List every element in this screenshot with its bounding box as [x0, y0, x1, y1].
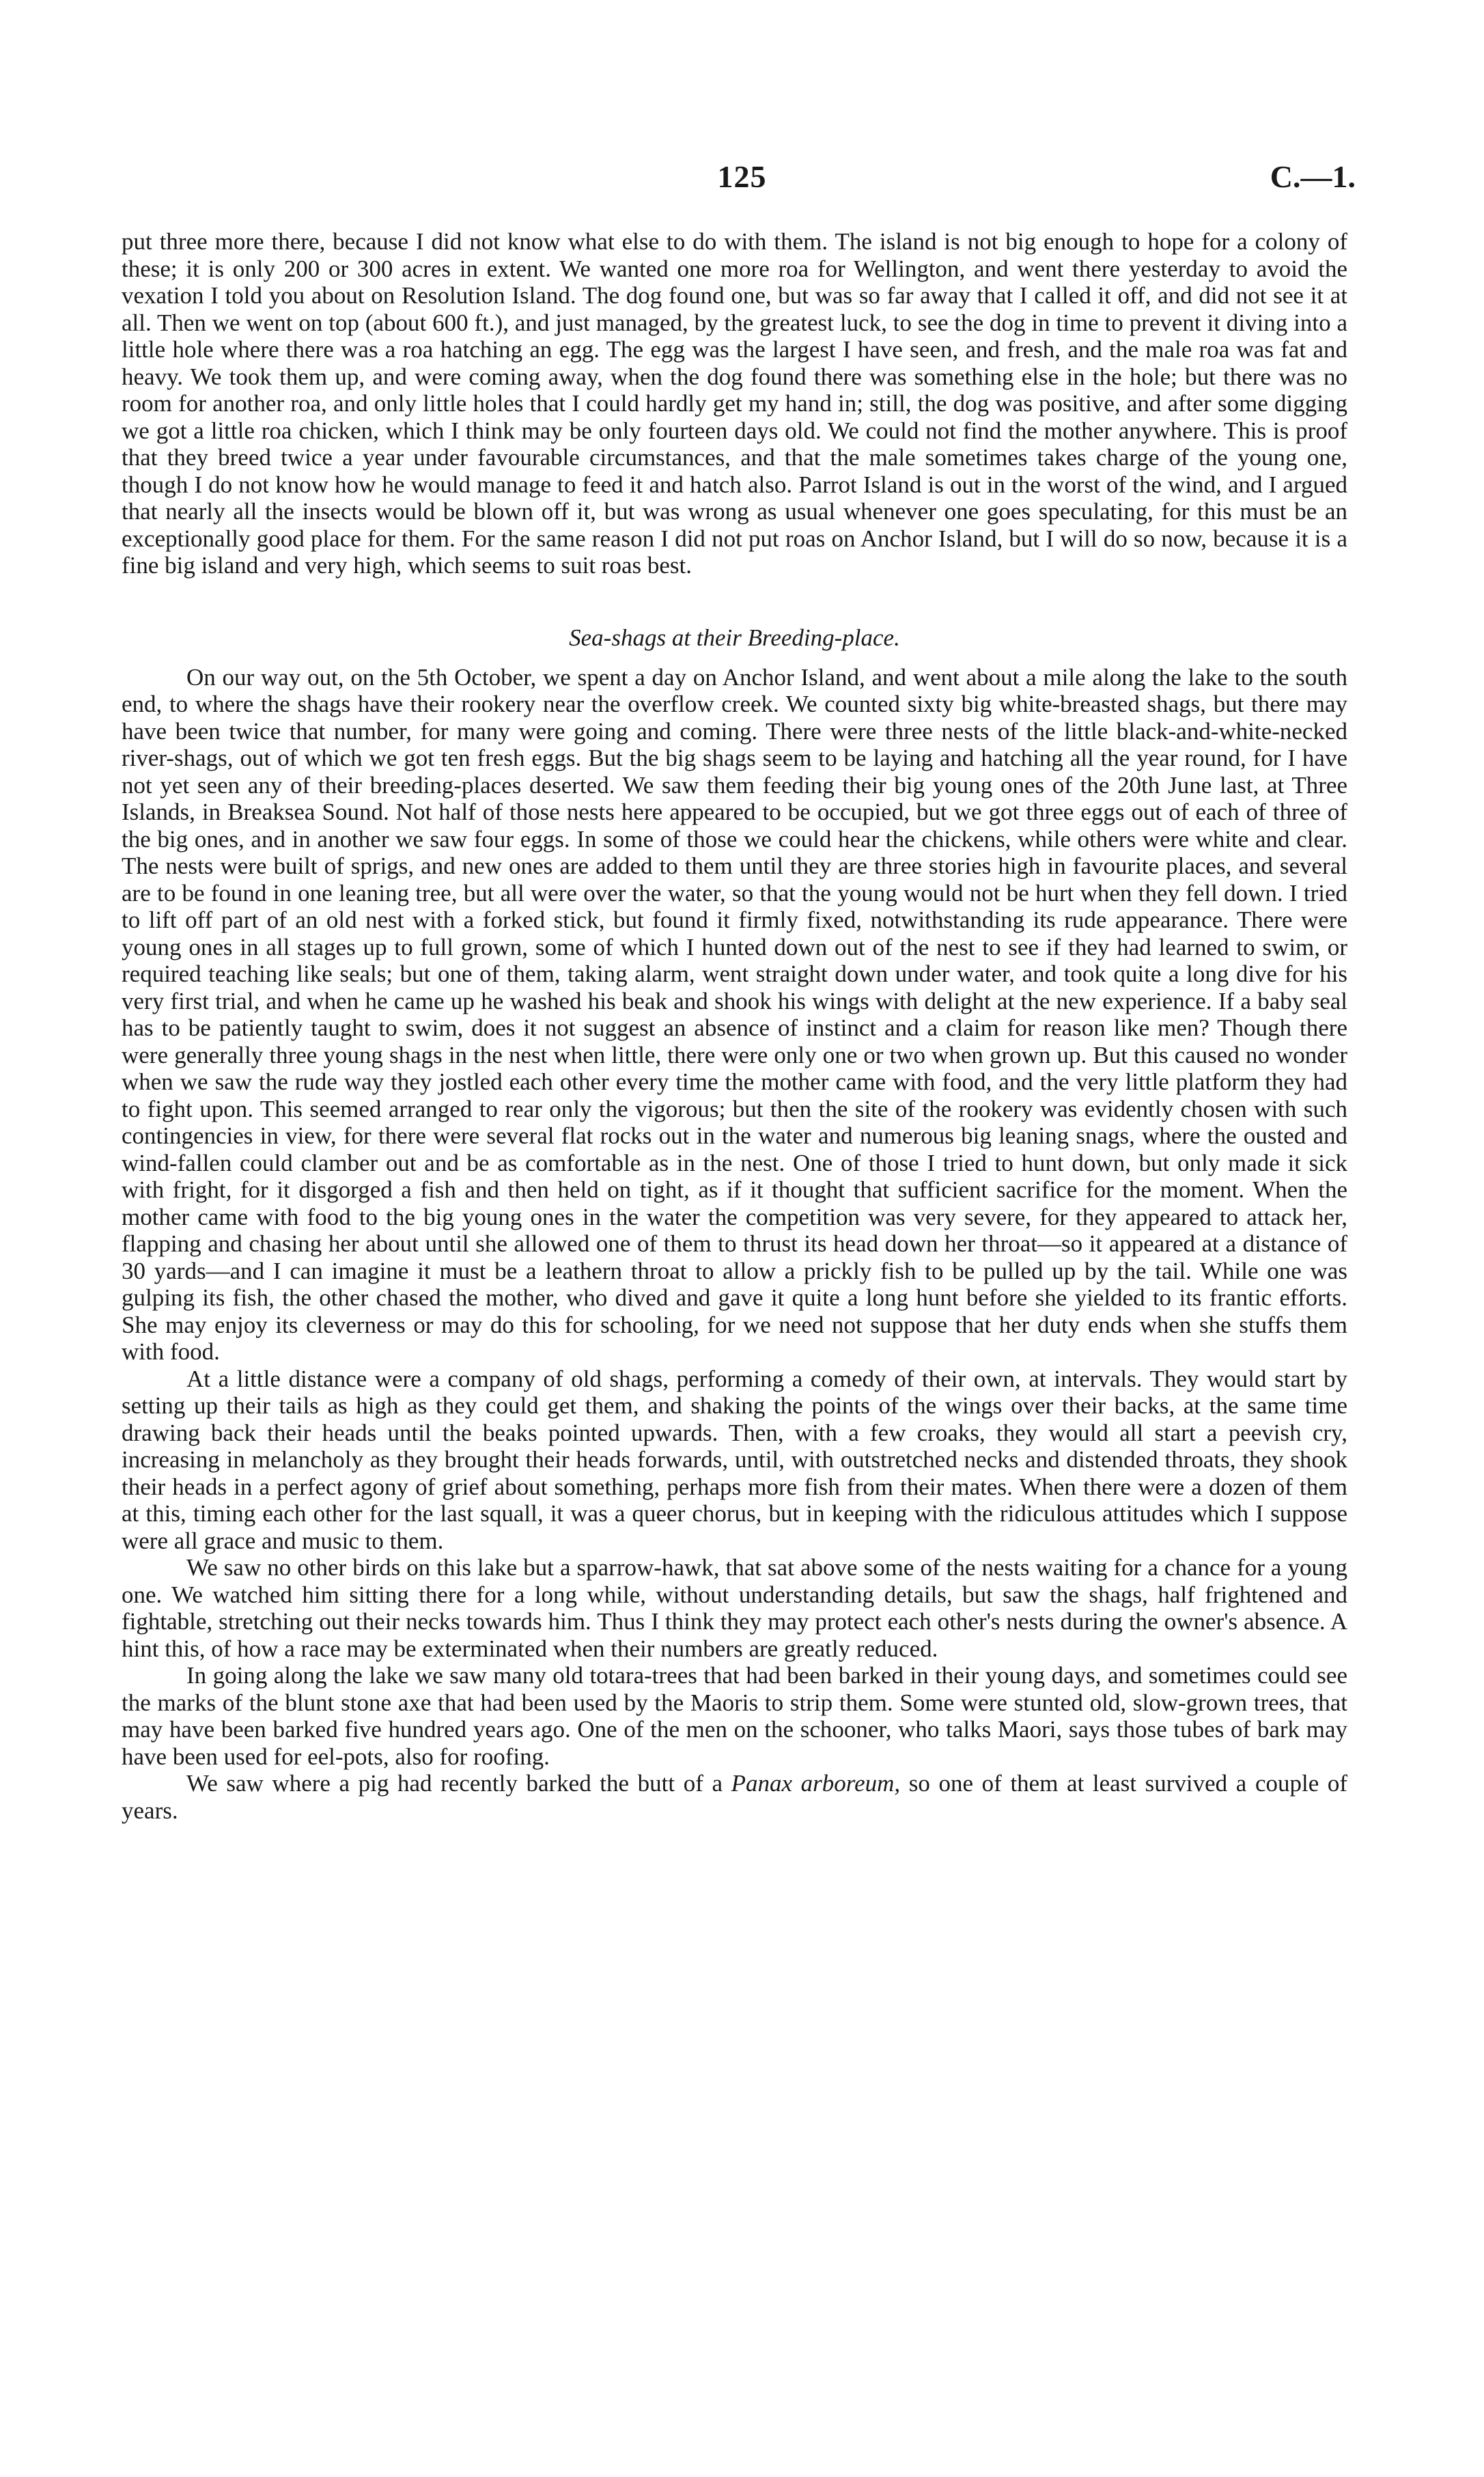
intro-paragraph: put three more there, because I did not know what else to do with them. The island is not big enough to hope for a colony of these; it is only 200 or 300 acres in extent. We wanted one more roa for Wellington, and went there yesterday to avoid the vexation I told you about on Resolution Island. The dog found one, but was so far away that I called it off, and did not see it at all. Then we went on top (about 600 ft.), and just managed, by the greatest luck, to see the dog in time to prevent it diving into a little hole where there was a roa hatching an egg. The egg was the largest I have seen, and fresh, and the male roa was fat and heavy. We took them up, and were coming away, when the dog found there was something else in the hole; but there was no room for another roa, and only little holes that I could hardly get my hand in; still, the dog was positive, and after some digging we got a little roa chicken, which I think may be only fourteen days old. We could not find the mother anywhere. This is proof that they breed twice a year under favourable circumstances, and that the male sometimes takes charge of the young one, though I do not know how he would manage to feed it and hatch also. Parrot Island is out in the worst of the wind, and I argued that nearly all the insects would be blown off it, but was wrong as usual whenever one goes speculating, for this must be an exceptionally good place for them. For the same reason I did not put roas on Anchor Island, but I will do so now, because it is a fine big island and very high, which seems to suit roas best. — [122, 228, 1347, 579]
paragraph-panax-text-before: We saw where a pig had recently barked the butt of a — [186, 1770, 731, 1797]
paragraph-totara-trees: In going along the lake we saw many old totara-trees that had been barked in their young days, and sometimes could see the marks of the blunt stone axe that had been used by the Maoris to strip them. Some were stunted old, slow-grown trees, that may have been barked five hundred years ago. One of the men on the schooner, who talks Maori, says those tubes of bark may have been used for eel-pots, also for roofing. — [122, 1662, 1347, 1770]
paragraph-old-shags-comedy: At a little distance were a company of old shags, performing a comedy of their own, at intervals. They would start by setting up their tails as high as they could get them, and shaking the points of the wings over their backs, at the same time drawing back their heads until the beaks pointed upwards. Then, with a few croaks, they would all start a peevish cry, increasing in melancholy as they brought their heads forwards, until, with outstretched necks and distended throats, they shook their heads in a perfect agony of grief about something, perhaps more fish from their mates. When there were a dozen of them at this, timing each other for the last squall, it was a queer chorus, but in keeping with the ridiculous attitudes which I suppose were all grace and music to them. — [122, 1365, 1347, 1554]
paragraph-breeding-place: On our way out, on the 5th October, we spent a day on Anchor Island, and went about a mile along the lake to the south end, to where the shags have their rookery near the overflow creek. We counted sixty big white-breasted shags, but there may have been twice that number, for many were going and coming. There were three nests of the little black-and-white-necked river-shags, out of which we got ten fresh eggs. But the big shags seem to be laying and hatching all the year round, for I have not yet seen any of their breeding-places deserted. We saw them feeding their big young ones of the 20th June last, at Three Islands, in Breaksea Sound. Not half of those nests here appeared to be occupied, but we got three eggs out of each of three of the big ones, and in another we saw four eggs. In some of those we could hear the chickens, while others were white and clear. The nests were built of sprigs, and new ones are added to them until they are three stories high in favourite places, and several are to be found in one leaning tree, but all were over the water, so that the young would not be hurt when they fell down. I tried to lift off part of an old nest with a forked stick, but found it firmly fixed, notwithstanding its rude appearance. There were young ones in all stages up to full grown, some of which I hunted down out of the nest to see if they had learned to swim, or required teaching like seals; but one of them, taking alarm, went straight down under water, and took quite a long dive for his very first trial, and when he came up he washed his beak and shook his wings with delight at the new experience. If a baby seal has to be patiently taught to swim, does it not suggest an absence of instinct and a claim for reason like men? Though there were generally three young shags in the nest when little, there were only one or two when grown up. But this caused no wonder when we saw the rude way they jostled each other every time the mother came with food, and the very little platform they had to fight upon. This seemed arranged to rear only the vigorous; but then the site of the rookery was evidently chosen with such contingencies in view, for there were several flat rocks out in the water and numerous big leaning snags, where the ousted and wind-fallen could clamber out and be as comfortable as in the nest. One of those I tried to hunt down, but only made it sick with fright, for it disgorged a fish and then held on tight, as if it thought that sufficient sacrifice for the moment. When the mother came with food to the big young ones in the water the competition was very severe, for they appeared to attack her, flapping and chasing her about until she allowed one of them to thrust its head down her throat—so it appeared at a distance of 30 yards—and I can imagine it must be a leathern throat to allow a prickly fish to be pulled up by the tail. While one was gulping its fish, the other chased the mother, who dived and gave it quite a long hunt before she yielded to its frantic efforts. She may enjoy its cleverness or may do this for schooling, for we need not suppose that her duty ends when she stuffs them with food. — [122, 663, 1347, 1365]
paragraph-panax-text-after: so one of them at least survived a couple of years. — [122, 1770, 1347, 1824]
page-number: 125 — [717, 159, 767, 194]
species-name: Panax arboreum, — [731, 1770, 901, 1797]
page-body — [122, 228, 1347, 1824]
paragraph-panax — [122, 1770, 1347, 1824]
section-heading: Sea-shags at their Breeding-place. — [569, 624, 900, 651]
paragraph-sparrow-hawk: We saw no other birds on this lake but a sparrow-hawk, that sat above some of the nests waiting for a chance for a young one. We watched him sitting there for a long while, without understanding details, but saw the shags, half frightened and fightable, stretching out their necks towards him. Thus I think they may protect each other's nests during the owner's absence. A hint this, of how a race may be exterminated when their numbers are greatly reduced. — [122, 1554, 1347, 1662]
document-reference: C.—1. — [1270, 159, 1356, 194]
